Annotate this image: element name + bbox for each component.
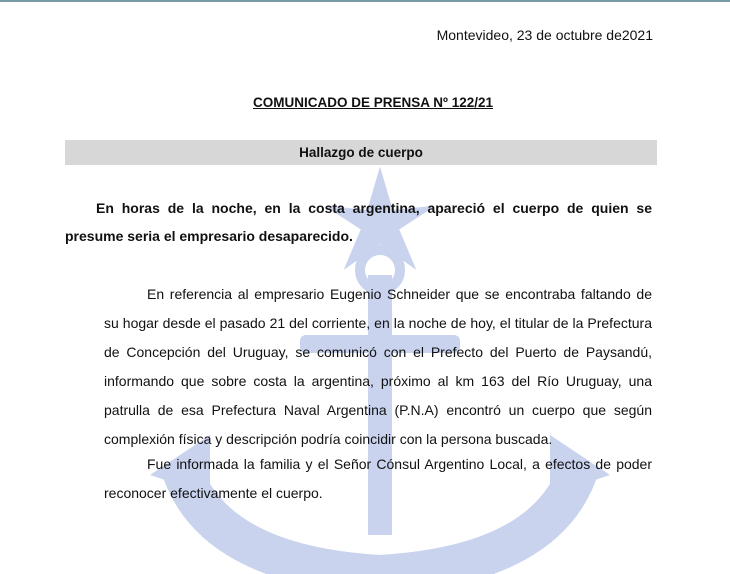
- press-release-title: COMUNICADO DE PRENSA Nº 122/21: [253, 95, 493, 110]
- lead-paragraph: En horas de la noche, en la costa argentina, apareció el cuerpo de quien se presume seria el empresario desaparecido.: [65, 200, 652, 244]
- subtitle-bar: [65, 140, 657, 165]
- body-paragraph: Fue informada la familia y el Señor Cónsul Argentino Local, a efectos de poder reconocer efectivamente el cuerpo.: [104, 456, 652, 501]
- date-line: Montevideo, 23 de octubre de2021: [436, 27, 653, 43]
- subtitle: Hallazgo de cuerpo: [299, 145, 423, 160]
- body-paragraph: En referencia al empresario Eugenio Schneider que se encontraba faltando de su hogar desde el pasado 21 del corriente, en la noche de hoy, el titular de la Prefectura de Concepción del Uruguay, se comunicó con el Prefecto del Puerto de Paysandú, informando que sobre costa la argentina, próximo al km 163 del Río Uruguay, una patrulla de esa Prefectura Naval Argentina (P.N.A) encontró un cuerpo que según complexión física y descripción podría coincidir con la persona buscada.: [104, 286, 652, 447]
